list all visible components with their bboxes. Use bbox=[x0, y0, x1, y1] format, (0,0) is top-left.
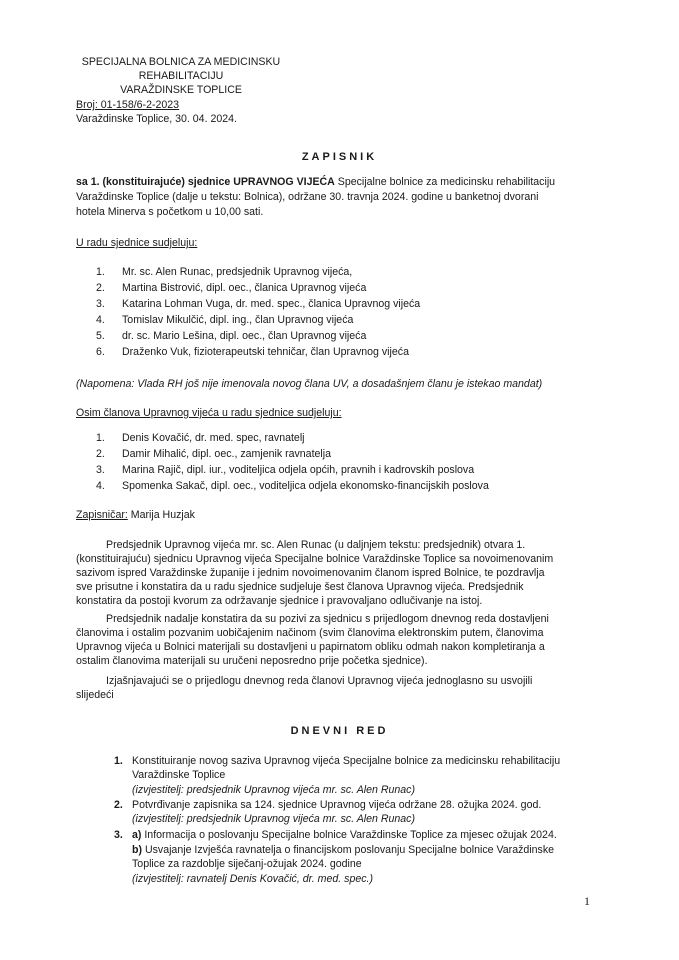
agenda-item-3b-text: Usvajanje Izvješća ravnatelja o financijskom poslovanju Specijalne bolnice Varaždinske bbox=[142, 844, 555, 856]
list-item: 3. Marina Rajič, dipl. iur., voditeljica odjela općih, pravnih i kadrovskih poslova bbox=[96, 464, 475, 476]
agenda-item-3a-text: Informacija o poslovanju Specijalne bolnice Varaždinske Toplice za mjesec ožujak 2024. bbox=[141, 829, 557, 841]
list-item: 4. Spomenka Sakač, dipl. oec., voditeljica odjela ekonomsko-financijskih poslova bbox=[96, 480, 489, 492]
agenda-item-2-number: 2. bbox=[114, 799, 123, 811]
recorder-label: Zapisničar: bbox=[76, 509, 128, 521]
list-item: 2. Damir Mihalić, dipl. oec., zamjenik ravnatelja bbox=[96, 448, 332, 460]
list-item: 6. Draženko Vuk, fizioterapeutski tehničar, član Upravnog vijeća bbox=[96, 346, 409, 358]
list-item: 2. Martina Bistrović, dipl. oec., članica Upravnog vijeća bbox=[96, 282, 367, 294]
intro-line1-rest: Specijalne bolnice za medicinsku rehabilitaciju bbox=[334, 176, 556, 188]
agenda-item-2-reporter: (izvjestitelj: predsjednik Upravnog vijeća mr. sc. Alen Runac) bbox=[132, 813, 415, 825]
agenda-item-3-number: 3. bbox=[114, 829, 123, 841]
agenda-item-3b bbox=[132, 844, 554, 858]
paragraph-2: Predsjednik nadalje konstatira da su pozivi za sjednicu s prijedlogom dnevnog reda dostavljeni članovima i ostalim pozvanim uobičajenim načinom (svim članovima elektronskim putem, članovima Upravnog vijeća u Bolnici materijali su dostavljeni u papirnatom obliku odmah nakon kompletiranja a ostalim članovima materijali su uručeni neposredno prije početka sjednice). bbox=[76, 613, 549, 667]
list-item: 4. Tomislav Mikulčić, dipl. ing., član Upravnog vijeća bbox=[96, 314, 354, 326]
list-item: 1. Mr. sc. Alen Runac, predsjednik Upravnog vijeća, bbox=[96, 266, 353, 278]
agenda-item-3-reporter: (izvjestitelj: ravnatelj Denis Kovačić, dr. med. spec.) bbox=[132, 873, 373, 885]
intro-line2: Varaždinske Toplice (dalje u tekstu: Bolnica), održane 30. travnja 2024. godine u banketnoj dvorani bbox=[76, 191, 539, 203]
institution-name-line1: SPECIJALNA BOLNICA ZA MEDICINSKU bbox=[81, 56, 281, 68]
institution-name-line3: VARAŽDINSKE TOPLICE bbox=[120, 84, 242, 96]
agenda-item-1-line1: Konstituiranje novog saziva Upravnog vijeća Specijalne bolnice za medicinsku rehabilitaciju bbox=[132, 755, 561, 767]
agenda-item-1-reporter: (izvjestitelj: predsjednik Upravnog vijeća mr. sc. Alen Runac) bbox=[132, 784, 415, 796]
institution-name-line2: REHABILITACIJU bbox=[138, 70, 224, 82]
page-number: 1 bbox=[584, 894, 590, 908]
intro-line1 bbox=[76, 176, 606, 190]
agenda-item-1-line2: Varaždinske Toplice bbox=[132, 769, 226, 781]
agenda-title: DNEVNI RED bbox=[290, 725, 389, 737]
agenda-item-2-line1: Potvrđivanje zapisnika sa 124. sjednice Upravnog vijeća održane 28. ožujka 2024. god. bbox=[132, 799, 542, 811]
intro-bold: sa 1. (konstituirajuće) sjednice UPRAVNOG VIJEĆA bbox=[76, 176, 335, 188]
list-item: 5. dr. sc. Mario Lešina, dipl. oec., član Upravnog vijeća bbox=[96, 330, 367, 342]
document-number: Broj: 01-158/6-2-2023 bbox=[76, 99, 180, 111]
document-title: ZAPISNIK bbox=[301, 151, 378, 163]
intro-line3: hotela Minerva s početkom u 10,00 sati. bbox=[76, 206, 264, 218]
agenda-item-3a-label: a) bbox=[132, 829, 142, 841]
paragraph-3: Izjašnjavajući se o prijedlogu dnevnog reda članovi Upravnog vijeća jednoglasno su usvojili slijedeći bbox=[76, 675, 533, 701]
paragraph-1: Predsjednik Upravnog vijeća mr. sc. Alen Runac (u daljnjem tekstu: predsjednik) otvara 1. (konstituirajuću) sjednicu Upravnog vijeća Specijalne bolnice Varaždinske Toplice sa novoimenovanim sazivom ispred Varaždinske županije i jednim novoimenovanim članom ispred Bolnice, te pozdravlja sve prisutne i konstatira da u radu sjednice sudjeluje šest članova Upravnog vijeća. Predsjednik konstatira da postoji kvorum za održavanje sjednice i pravovaljano odlučivanje na istoj. bbox=[76, 539, 554, 607]
participants-heading: U radu sjednice sudjeluju: bbox=[76, 237, 198, 249]
agenda-item-3b-label: b) bbox=[132, 844, 142, 856]
recorder bbox=[76, 509, 195, 523]
participants-note: (Napomena: Vlada RH još nije imenovala novog člana UV, a dosadašnjem članu je istekao mandat) bbox=[76, 378, 543, 390]
others-list bbox=[96, 432, 596, 496]
agenda-item-1-number: 1. bbox=[114, 755, 123, 767]
recorder-name: Marija Huzjak bbox=[127, 509, 195, 521]
others-heading: Osim članova Upravnog vijeća u radu sjednice sudjeluju: bbox=[76, 407, 342, 419]
list-item: 1. Denis Kovačić, dr. med. spec, ravnatelj bbox=[96, 432, 305, 444]
agenda-item-3b-line2: Toplice za razdoblje siječanj-ožujak 2024. godine bbox=[132, 858, 362, 870]
agenda-item-3a bbox=[132, 829, 557, 843]
place-and-date: Varaždinske Toplice, 30. 04. 2024. bbox=[76, 113, 237, 125]
list-item: 3. Katarina Lohman Vuga, dr. med. spec., članica Upravnog vijeća bbox=[96, 298, 421, 310]
participants-list bbox=[96, 266, 576, 362]
